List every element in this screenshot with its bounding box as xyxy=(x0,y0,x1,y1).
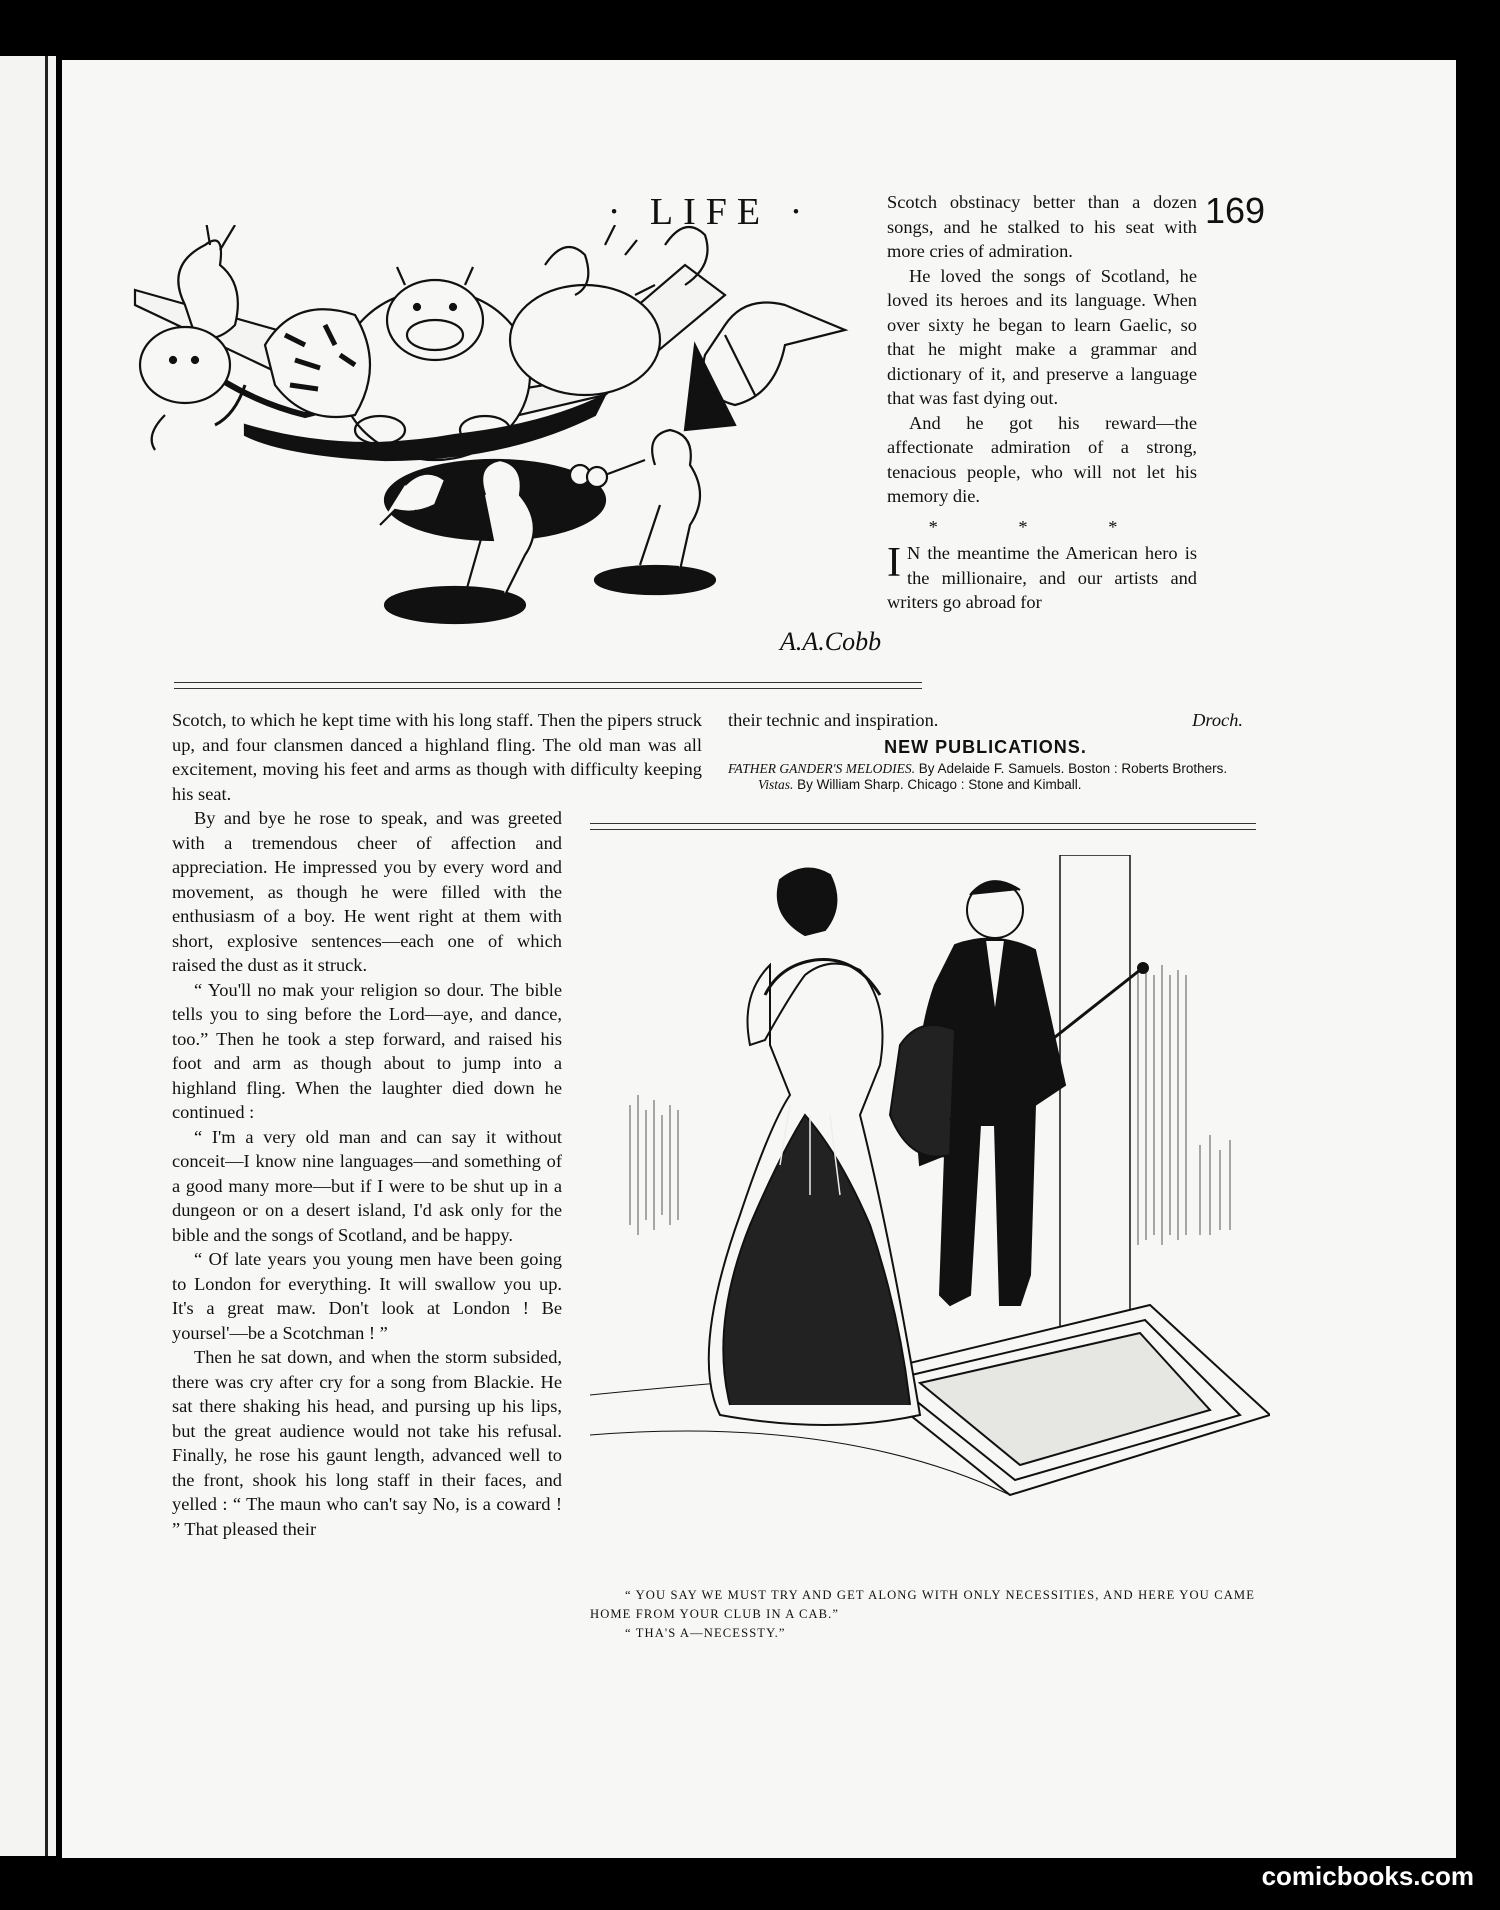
publication-details: By Adelaide F. Samuels. Boston : Roberts Brothers. xyxy=(918,761,1228,776)
paragraph: He loved the songs of Scotland, he loved its heroes and its language. When over sixty he began to learn Gaelic, so that he might make a grammar and dictionary of it, and preserve a language that was fast dying out. xyxy=(887,265,1197,408)
illustration-caption xyxy=(590,1586,1255,1643)
column-top-right xyxy=(887,190,1197,615)
paragraph xyxy=(887,541,1197,615)
paragraph: “ Of late years you young men have been going to London for everything. It will swallow you up. It's a great maw. Don't look at London ! Be yoursel'—be a Scotchman ! ” xyxy=(172,1249,562,1343)
section-separator: * * * xyxy=(928,516,1156,537)
new-publications-heading: NEW PUBLICATIONS. xyxy=(884,736,1087,757)
column-left xyxy=(172,708,702,1541)
caption-line: “ YOU SAY WE MUST TRY AND GET ALONG WITH ONLY NECESSITIES, AND HERE YOU CAME HOME FROM YOUR CLUB IN A CAB.” xyxy=(590,1588,1255,1621)
paragraph: Then he sat down, and when the storm subsided, there was cry after cry for a song from Blackie. He sat there shaking his head, and pursing up his lips, but the great audience would not take his refusal. Finally, he rose his gaunt length, advanced well to the front, shook his long staff in their faces, and yelled : “ The maun who can't say No, is a coward ! ” That pleased their xyxy=(172,1347,562,1539)
paragraph: By and bye he rose to speak, and was greeted with a tremendous cheer of affection and appreciation. He impressed you by every word and movement, as though he were filled with the enthusiasm of a boy. He went right at them with short, explosive sentences—each one of which raised the dust as it struck. xyxy=(172,808,562,975)
publication-title: Vistas. xyxy=(758,777,794,792)
running-head: · LIFE · xyxy=(607,191,813,233)
section-rule xyxy=(590,823,1256,830)
publication-title: FATHER GANDER'S MELODIES. xyxy=(728,761,915,776)
paragraph-text: their technic and inspiration. xyxy=(728,710,939,730)
site-watermark: comicbooks.com xyxy=(1261,1861,1474,1891)
publication-entry xyxy=(728,761,1243,777)
paragraph xyxy=(728,708,1243,733)
publication-details: By William Sharp. Chicago : Stone and Kimball. xyxy=(797,777,1082,792)
author-signature: Droch. xyxy=(1192,710,1243,730)
paragraph-text: N the meantime the American hero is the millionaire, and our artists and writers go abroad for xyxy=(887,543,1197,612)
paragraph: “ You'll no mak your religion so dour. The bible tells you to sing before the Lord—aye, and dance, too.” Then he took a step forward, and raised his foot and arm as though about to jump into a highland fling. When the laughter died down he continued : xyxy=(172,979,562,1122)
page-number: 169 xyxy=(1205,190,1266,231)
paragraph: “ I'm a very old man and can say it without conceit—I know nine languages—and something of a good many more—but if I were to be shut up in a dungeon or on a desert island, I'd ask only for the bible and the songs of Scotland, and be happy. xyxy=(172,1126,562,1245)
paragraph: And he got his reward—the affectionate admiration of a strong, tenacious people, who will not let his memory die. xyxy=(887,412,1197,506)
couple-illustration xyxy=(590,855,1270,1505)
drop-cap: I xyxy=(887,540,901,586)
adjacent-page-edge xyxy=(0,56,56,1856)
publication-entry xyxy=(728,777,1243,793)
paragraph: Scotch, to which he kept time with his long staff. Then the pipers struck up, and four clansmen danced a highland fling. The old man was all excitement, moving his feet and arms as though with difficulty keeping his seat. xyxy=(172,710,702,804)
caption-line: “ THA'S A—NECESSTY.” xyxy=(625,1626,786,1640)
column-mid xyxy=(728,708,1243,793)
section-rule xyxy=(174,682,922,689)
animals-illustration xyxy=(125,225,905,665)
paragraph: Scotch obstinacy better than a dozen songs, and he stalked to his seat with more cries of admiration. xyxy=(887,192,1197,261)
artist-signature: A.A.Cobb xyxy=(780,627,882,656)
